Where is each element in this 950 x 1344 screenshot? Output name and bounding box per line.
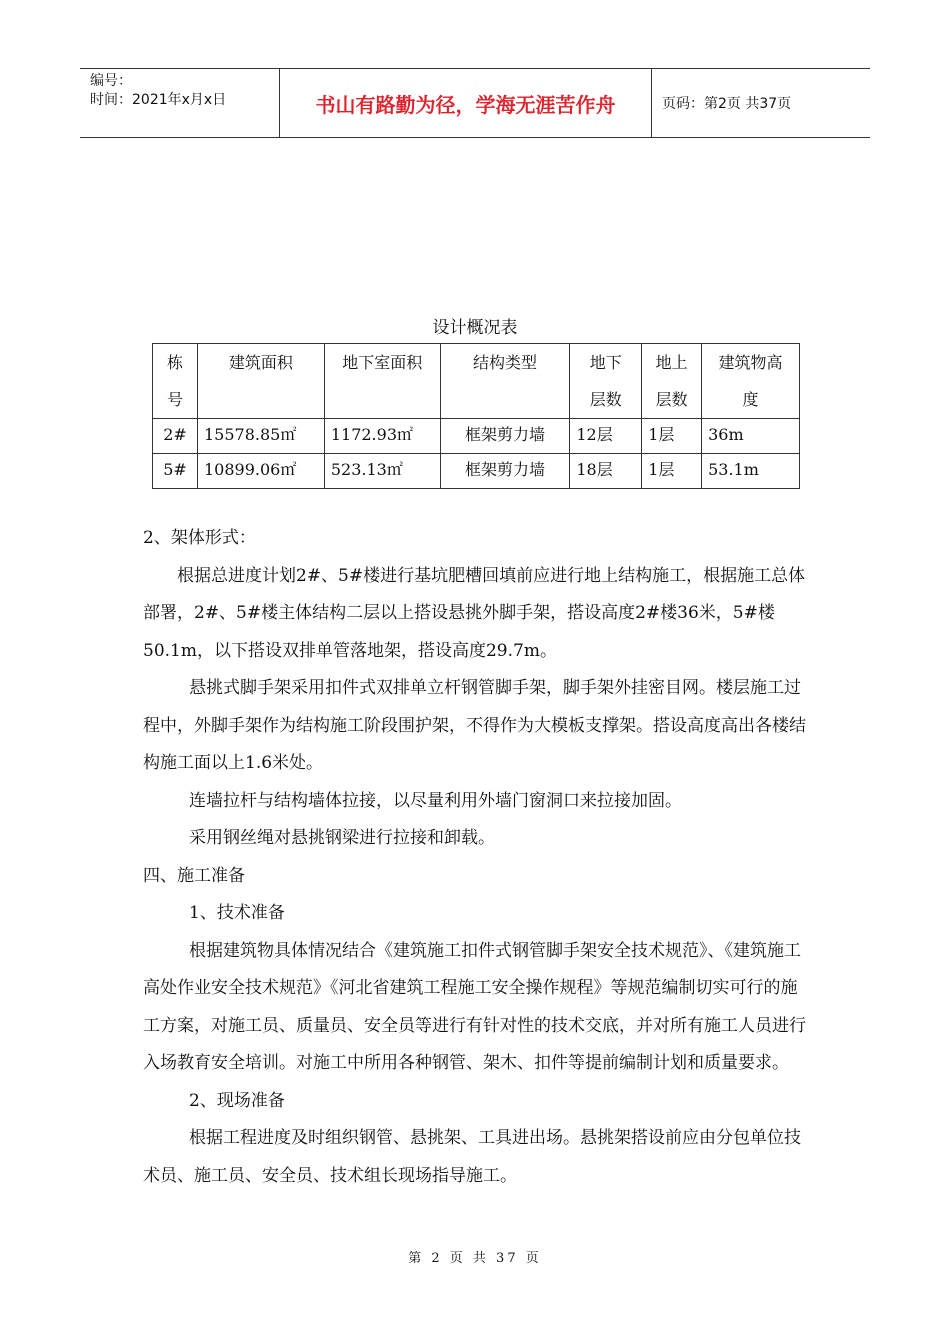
table-cell: 1层: [642, 454, 702, 489]
header-cell-area: 建筑面积: [197, 344, 324, 419]
table-row: [153, 419, 800, 454]
section-heading: 四、施工准备: [143, 865, 245, 886]
table-cell: 2#: [153, 419, 198, 454]
table-cell: 1层: [642, 419, 702, 454]
header-motto: 书山有路勤为径，学海无涯苦作舟: [280, 69, 652, 137]
design-overview-table: [152, 343, 800, 489]
page-footer: 第 2 页 共 37 页: [408, 1251, 542, 1266]
paragraph: 采用钢丝绳对悬挑钢梁进行拉接和卸载。: [189, 828, 495, 848]
table-cell: 36m: [702, 419, 800, 454]
subsection-heading: 1、技术准备: [189, 903, 285, 923]
header-page-info: 页码：第2页 共37页: [662, 96, 792, 112]
table-header-row: [153, 344, 800, 419]
table-cell: 523.13㎡: [324, 454, 440, 489]
header-cell-structure: 结构类型: [440, 344, 570, 419]
table-cell: 框架剪力墙: [440, 454, 570, 489]
paragraph: 根据总进度计划2#、5#楼进行基坑肥槽回填前应进行地上结构施工，根据施工总体部署，2#、5#楼主体结构二层以上搭设悬挑外脚手架，搭设高度2#楼36米，5#楼50.1m，以下搭设双排单管落地架，搭设高度29.7m。: [143, 565, 806, 661]
table-cell: 12层: [570, 419, 642, 454]
header-cell-aboveground-floors: 地上 层数: [642, 344, 702, 419]
table-cell: 10899.06㎡: [197, 454, 324, 489]
time-label: 时间：2021年x月x日: [90, 92, 227, 108]
header-cell-height: 建筑物高 度: [702, 344, 800, 419]
table-title: 设计概况表: [432, 318, 518, 338]
serial-label: 编号：: [90, 73, 132, 89]
header-cell-building: 栋 号: [153, 344, 198, 419]
header-cell-basement-area: 地下室面积: [324, 344, 440, 419]
table-row: [153, 454, 800, 489]
table-cell: 5#: [153, 454, 198, 489]
section-heading: 2、架体形式：: [143, 528, 256, 548]
document-body: [143, 520, 813, 1195]
paragraph: 连墙拉杆与结构墙体拉接，以尽量利用外墙门窗洞口来拉接加固。: [189, 790, 682, 811]
paragraph: 根据工程进度及时组织钢管、悬挑架、工具进出场。悬挑架搭设前应由分包单位技术员、施工员、安全员、技术组长现场指导施工。: [143, 1128, 801, 1186]
table-cell: 1172.93㎡: [324, 419, 440, 454]
table-cell: 53.1m: [702, 454, 800, 489]
table-cell: 15578.85㎡: [197, 419, 324, 454]
paragraph: 根据建筑物具体情况结合《建筑施工扣件式钢管脚手架安全技术规范》、《建筑施工高处作业安全技术规范》《河北省建筑工程施工安全操作规程》等规范编制切实可行的施工方案，对施工员、质量员、安全员等进行有针对性的技术交底，并对所有施工人员进行入场教育安全培训。对施工中所用各种钢管、架木、扣件等提前编制计划和质量要求。: [143, 940, 806, 1073]
table-cell: 框架剪力墙: [440, 419, 570, 454]
header-cell-underground-floors: 地下 层数: [570, 344, 642, 419]
paragraph: 悬挑式脚手架采用扣件式双排单立杆钢管脚手架，脚手架外挂密目网。楼层施工过程中，外脚手架作为结构施工阶段围护架，不得作为大模板支撑架。搭设高度高出各楼结构施工面以上1.6米处。: [143, 678, 806, 773]
page-header: [80, 68, 870, 138]
table-cell: 18层: [570, 454, 642, 489]
header-meta: [80, 69, 280, 137]
subsection-heading: 2、现场准备: [189, 1090, 285, 1111]
